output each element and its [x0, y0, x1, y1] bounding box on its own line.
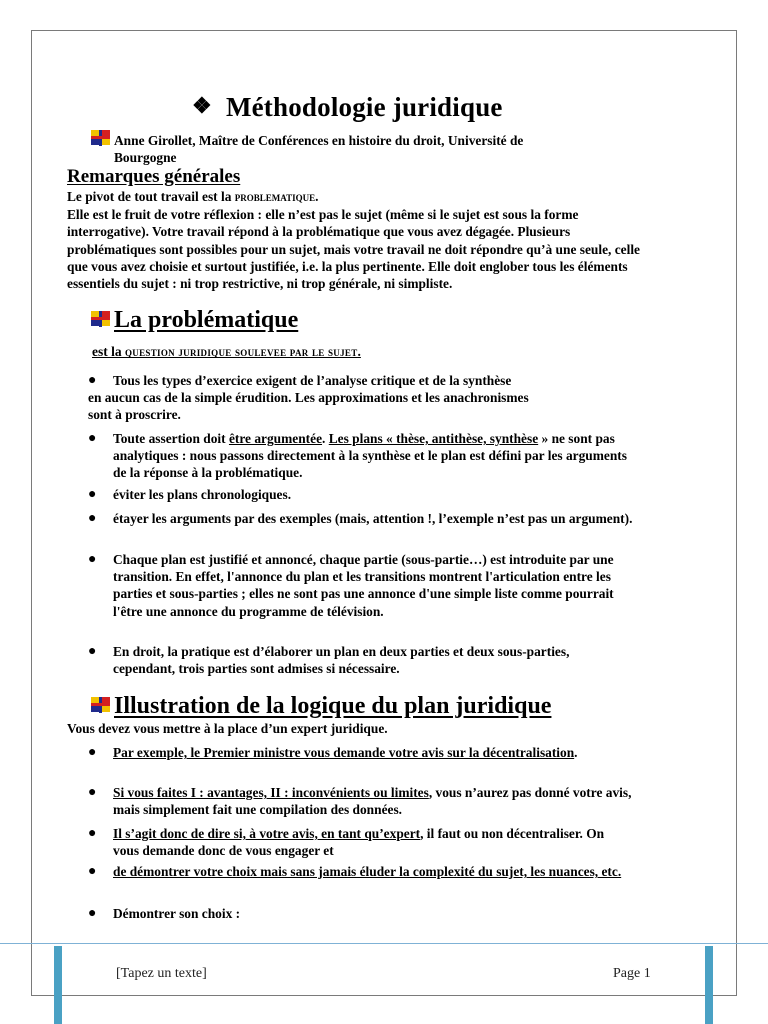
bullet-icon: ● [88, 552, 97, 567]
list-item: ● Chaque plan est justifié et annoncé, chaque partie (sous-partie…) est introduite par une transition. En effet, l'annonce du plan et les transitions montrent l'articulation entre les parties et sous-parties ; elles ne sont pas une annonce d'une simple liste comme pourrait l'être une annonce du programme de télévision. [88, 552, 614, 619]
bullet-icon: ● [88, 487, 97, 502]
footer-page-number: Page 1 [613, 966, 651, 981]
bullet-icon: ● [88, 373, 97, 388]
bullet-icon: ● [88, 644, 97, 659]
diamond-bullet-icon: ❖ [192, 93, 212, 118]
heading-problematique: La problématique [114, 307, 299, 333]
title-text: Méthodologie juridique [225, 92, 503, 122]
footer-divider [0, 943, 768, 944]
heading-illustration: Illustration de la logique du plan juridique [114, 693, 552, 719]
list-item: ● Par exemple, le Premier ministre vous demande votre avis sur la décentralisation. [88, 745, 578, 760]
flag-bullet-icon [91, 311, 111, 328]
list-item: ● étayer les arguments par des exemples (mais, attention !, l’exemple n’est pas un argument). [88, 511, 633, 526]
bullet-icon: ● [88, 906, 97, 921]
bullet-icon: ● [88, 864, 97, 879]
illustration-intro: Vous devez vous mettre à la place d’un expert juridique. [67, 721, 388, 736]
author-line-1: Anne Girollet, Maître de Conférences en histoire du droit, Université de [114, 133, 524, 148]
footer-right-bar [705, 946, 713, 1024]
remarques-paragraph [67, 188, 642, 292]
document-title [192, 92, 503, 123]
list-item: ● Toute assertion doit être argumentée. Les plans « thèse, antithèse, synthèse » ne sont pas analytiques : nous passons directement à la synthèse et le plan est défini par les arguments de la réponse à la problématique. [88, 431, 627, 481]
flag-bullet-icon [91, 697, 111, 714]
bullet-icon: ● [88, 431, 97, 446]
bullet-icon: ● [88, 745, 97, 760]
footer-placeholder-text[interactable]: [Tapez un texte] [116, 966, 207, 981]
author-line-2: Bourgogne [114, 150, 177, 165]
list-item: ● Démontrer son choix : [88, 906, 241, 921]
problematique-definition: est la question juridique soulevee par le sujet. [92, 344, 361, 359]
remarques-body: Elle est le fruit de votre réflexion : elle n’est pas le sujet (même si le sujet est sous la forme interrogative). Votre travail répond à la problématique que vous avez dégagée. Plusieurs problématiques sont possibles pour un sujet, mais votre travail ne doit répondre qu’à une seule, celle que vous avez choisie et surtout justifiée, i.e. la plus pertinente. Elle doit englober tous les éléments essentiels du sujet : ni trop restrictive, ni trop générale, ni simpliste. [67, 207, 640, 292]
bullet-icon: ● [88, 511, 97, 526]
list-item: ● éviter les plans chronologiques. [88, 487, 292, 502]
list-item: ● Il s’agit donc de dire si, à votre avis, en tant qu’expert, il faut ou non décentraliser. On vous demande donc de vous engager et [88, 826, 605, 859]
list-item-continued: en aucun cas de la simple érudition. Les approximations et les anachronismes sont à proscrire. [88, 390, 529, 423]
bullet-icon: ● [88, 826, 97, 841]
heading-remarques: Remarques générales [67, 166, 241, 187]
list-item: ● En droit, la pratique est d’élaborer un plan en deux parties et deux sous-parties, cependant, trois parties sont admises si nécessaire. [88, 644, 570, 677]
author-info [92, 132, 523, 166]
bullet-icon: ● [88, 785, 97, 800]
list-item: ● Tous les types d’exercice exigent de l’analyse critique et de la synthèse [88, 373, 512, 388]
remarques-line-1: Le pivot de tout travail est la problematique. [67, 189, 319, 204]
footer-left-bar [54, 946, 62, 1024]
list-item: ● Si vous faites I : avantages, II : inconvénients ou limites, vous n’aurez pas donné votre avis, mais simplement fait une compilation des données. [88, 785, 632, 818]
list-item: ● de démontrer votre choix mais sans jamais éluder la complexité du sujet, les nuances, etc. [88, 864, 622, 879]
